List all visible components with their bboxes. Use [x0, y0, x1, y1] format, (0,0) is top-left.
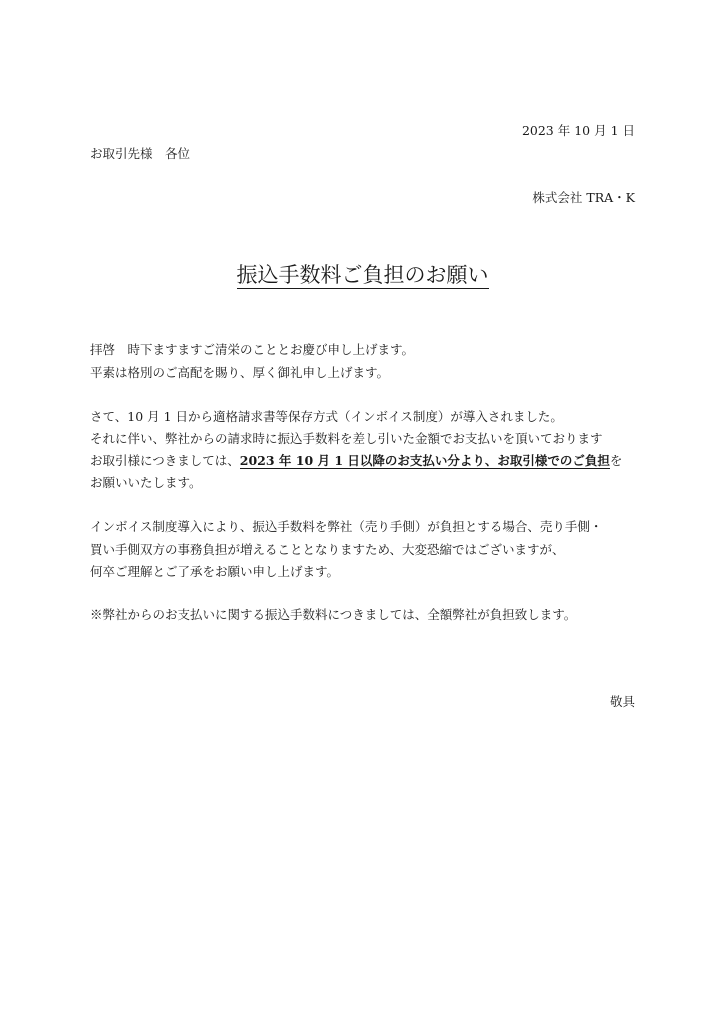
greeting-line-1: 拝啓 時下ますますご清栄のこととお慶び申し上げます。	[90, 342, 415, 357]
emphasis-text: 2023 年 10 月 1 日以降のお支払い分より、お取引様でのご負担	[239, 453, 610, 468]
paragraph1-line-4: お願いいたします。	[90, 475, 202, 490]
closing-text: 敬具	[609, 694, 635, 709]
paragraph2-line-3: 何卒ご理解とご了承をお願い申し上げます。	[90, 564, 340, 579]
paragraph2-line-2: 買い手側双方の事務負担が増えることとなりますため、大変恐縮ではございますが、	[90, 542, 565, 557]
recipient: お取引先様 各位	[90, 146, 191, 161]
title-text: 振込手数料ご負担のお願い	[236, 263, 489, 287]
paragraph1-line-1: さて、10 月 1 日から適格請求書等保存方式（インボイス制度）が導入されました。	[90, 409, 563, 424]
paragraph2-line-1: インボイス制度導入により、振込手数料を弊社（売り手側）が負担とする場合、売り手側・	[90, 519, 603, 534]
sender: 株式会社 TRA・K	[532, 190, 635, 205]
paragraph1-line-2: それに伴い、弊社からの請求時に振込手数料を差し引いた金額でお支払いを頂いております	[90, 431, 603, 446]
paragraph1-line-3-prefix: お取引様につきましては、	[90, 453, 240, 468]
greeting-line-2: 平素は格別のご高配を賜り、厚く御礼申し上げます。	[90, 365, 390, 380]
note-text: ※弊社からのお支払いに関する振込手数料につきましては、全額弊社が負担致します。	[90, 607, 577, 622]
letter-date: 2023 年 10 月 1 日	[521, 123, 635, 138]
paragraph1-line-3-suffix: を	[609, 453, 623, 468]
paragraph1-line-3	[90, 453, 622, 469]
letter-title	[0, 261, 725, 289]
